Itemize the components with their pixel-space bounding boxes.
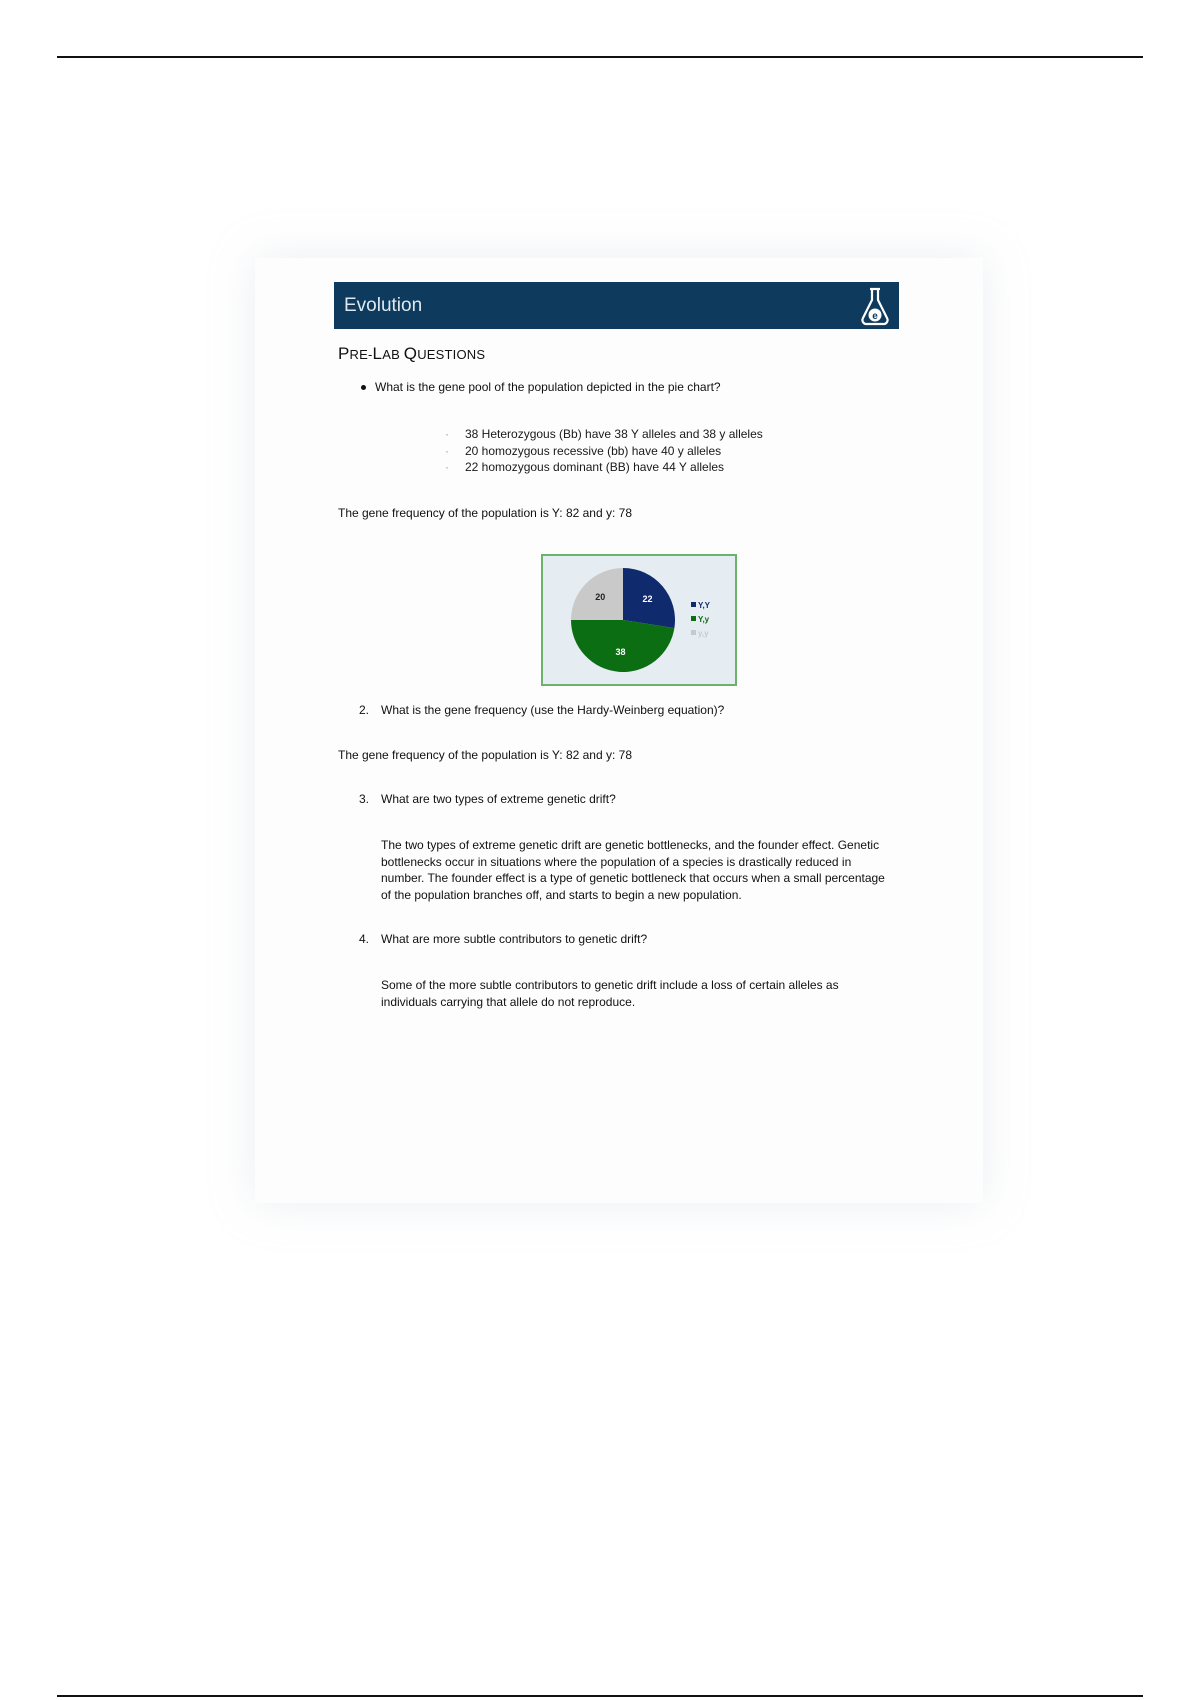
question-2: 2. What is the gene frequency (use the Hardy-Weinberg equation)?: [359, 703, 725, 717]
question-1: [361, 380, 721, 394]
list-item: · 22 homozygous dominant (BB) have 44 Y alleles: [445, 459, 763, 476]
lab-header-banner: [334, 282, 899, 329]
page-sheet: [255, 258, 983, 1203]
answer-3: [381, 837, 885, 903]
answer-line: The two types of extreme genetic drift are genetic bottlenecks, and the founder effect. Genetic: [381, 838, 880, 852]
section-title: PRE-LAB QUESTIONS: [338, 344, 486, 363]
pie-data-label: 38: [615, 647, 626, 658]
flask-logo-icon: [857, 286, 893, 326]
pie-data-label: 20: [595, 592, 606, 603]
answer-line: individuals carrying that allele do not reproduce.: [381, 994, 636, 1009]
pie-data-label: 22: [642, 594, 653, 605]
question-1-text: What is the gene pool of the population depicted in the pie chart?: [375, 380, 721, 394]
question-4-text: What are more subtle contributors to genetic drift?: [381, 932, 648, 946]
answer-4: [381, 977, 839, 1010]
legend-label: Y,Y: [698, 601, 711, 610]
question-2-text: What is the gene frequency (use the Hardy-Weinberg equation)?: [381, 703, 725, 717]
gene-pool-list: [445, 426, 763, 476]
legend-label: Y,y: [698, 615, 710, 624]
answer-1: The gene frequency of the population is Y: 82 and y: 78: [338, 506, 632, 520]
pie-slice-2: [571, 620, 674, 672]
question-3-text: What are two types of extreme genetic drift?: [381, 792, 616, 806]
list-item: · 38 Heterozygous (Bb) have 38 Y alleles and 38 y alleles: [445, 426, 763, 443]
legend-swatch: [691, 602, 696, 607]
list-item: · 20 homozygous recessive (bb) have 40 y alleles: [445, 443, 763, 460]
answer-line: number. The founder effect is a type of genetic bottleneck that occurs when a small percentage: [381, 871, 885, 885]
question-4: 4. What are more subtle contributors to genetic drift?: [359, 932, 648, 946]
lab-title: Evolution: [344, 294, 423, 316]
answer-line: of the population branches off, and starts to begin a new population.: [381, 887, 742, 902]
answer-line: Some of the more subtle contributors to genetic drift include a loss of certain alleles as: [381, 978, 839, 992]
top-rule: [57, 56, 1143, 58]
legend-swatch: [691, 630, 696, 635]
legend-label: y,y: [698, 629, 709, 638]
legend-swatch: [691, 616, 696, 621]
bottom-rule: [57, 1695, 1143, 1697]
answer-line: bottlenecks occur in situations where the population of a species is drastically reduced in: [381, 854, 852, 869]
answer-2: The gene frequency of the population is Y: 82 and y: 78: [338, 748, 632, 762]
svg-text:e: e: [872, 310, 878, 322]
pie-chart: [541, 554, 737, 686]
question-3: 3. What are two types of extreme genetic drift?: [359, 792, 616, 806]
bullet-icon: [361, 385, 366, 390]
pie-chart-svg: [543, 556, 735, 684]
